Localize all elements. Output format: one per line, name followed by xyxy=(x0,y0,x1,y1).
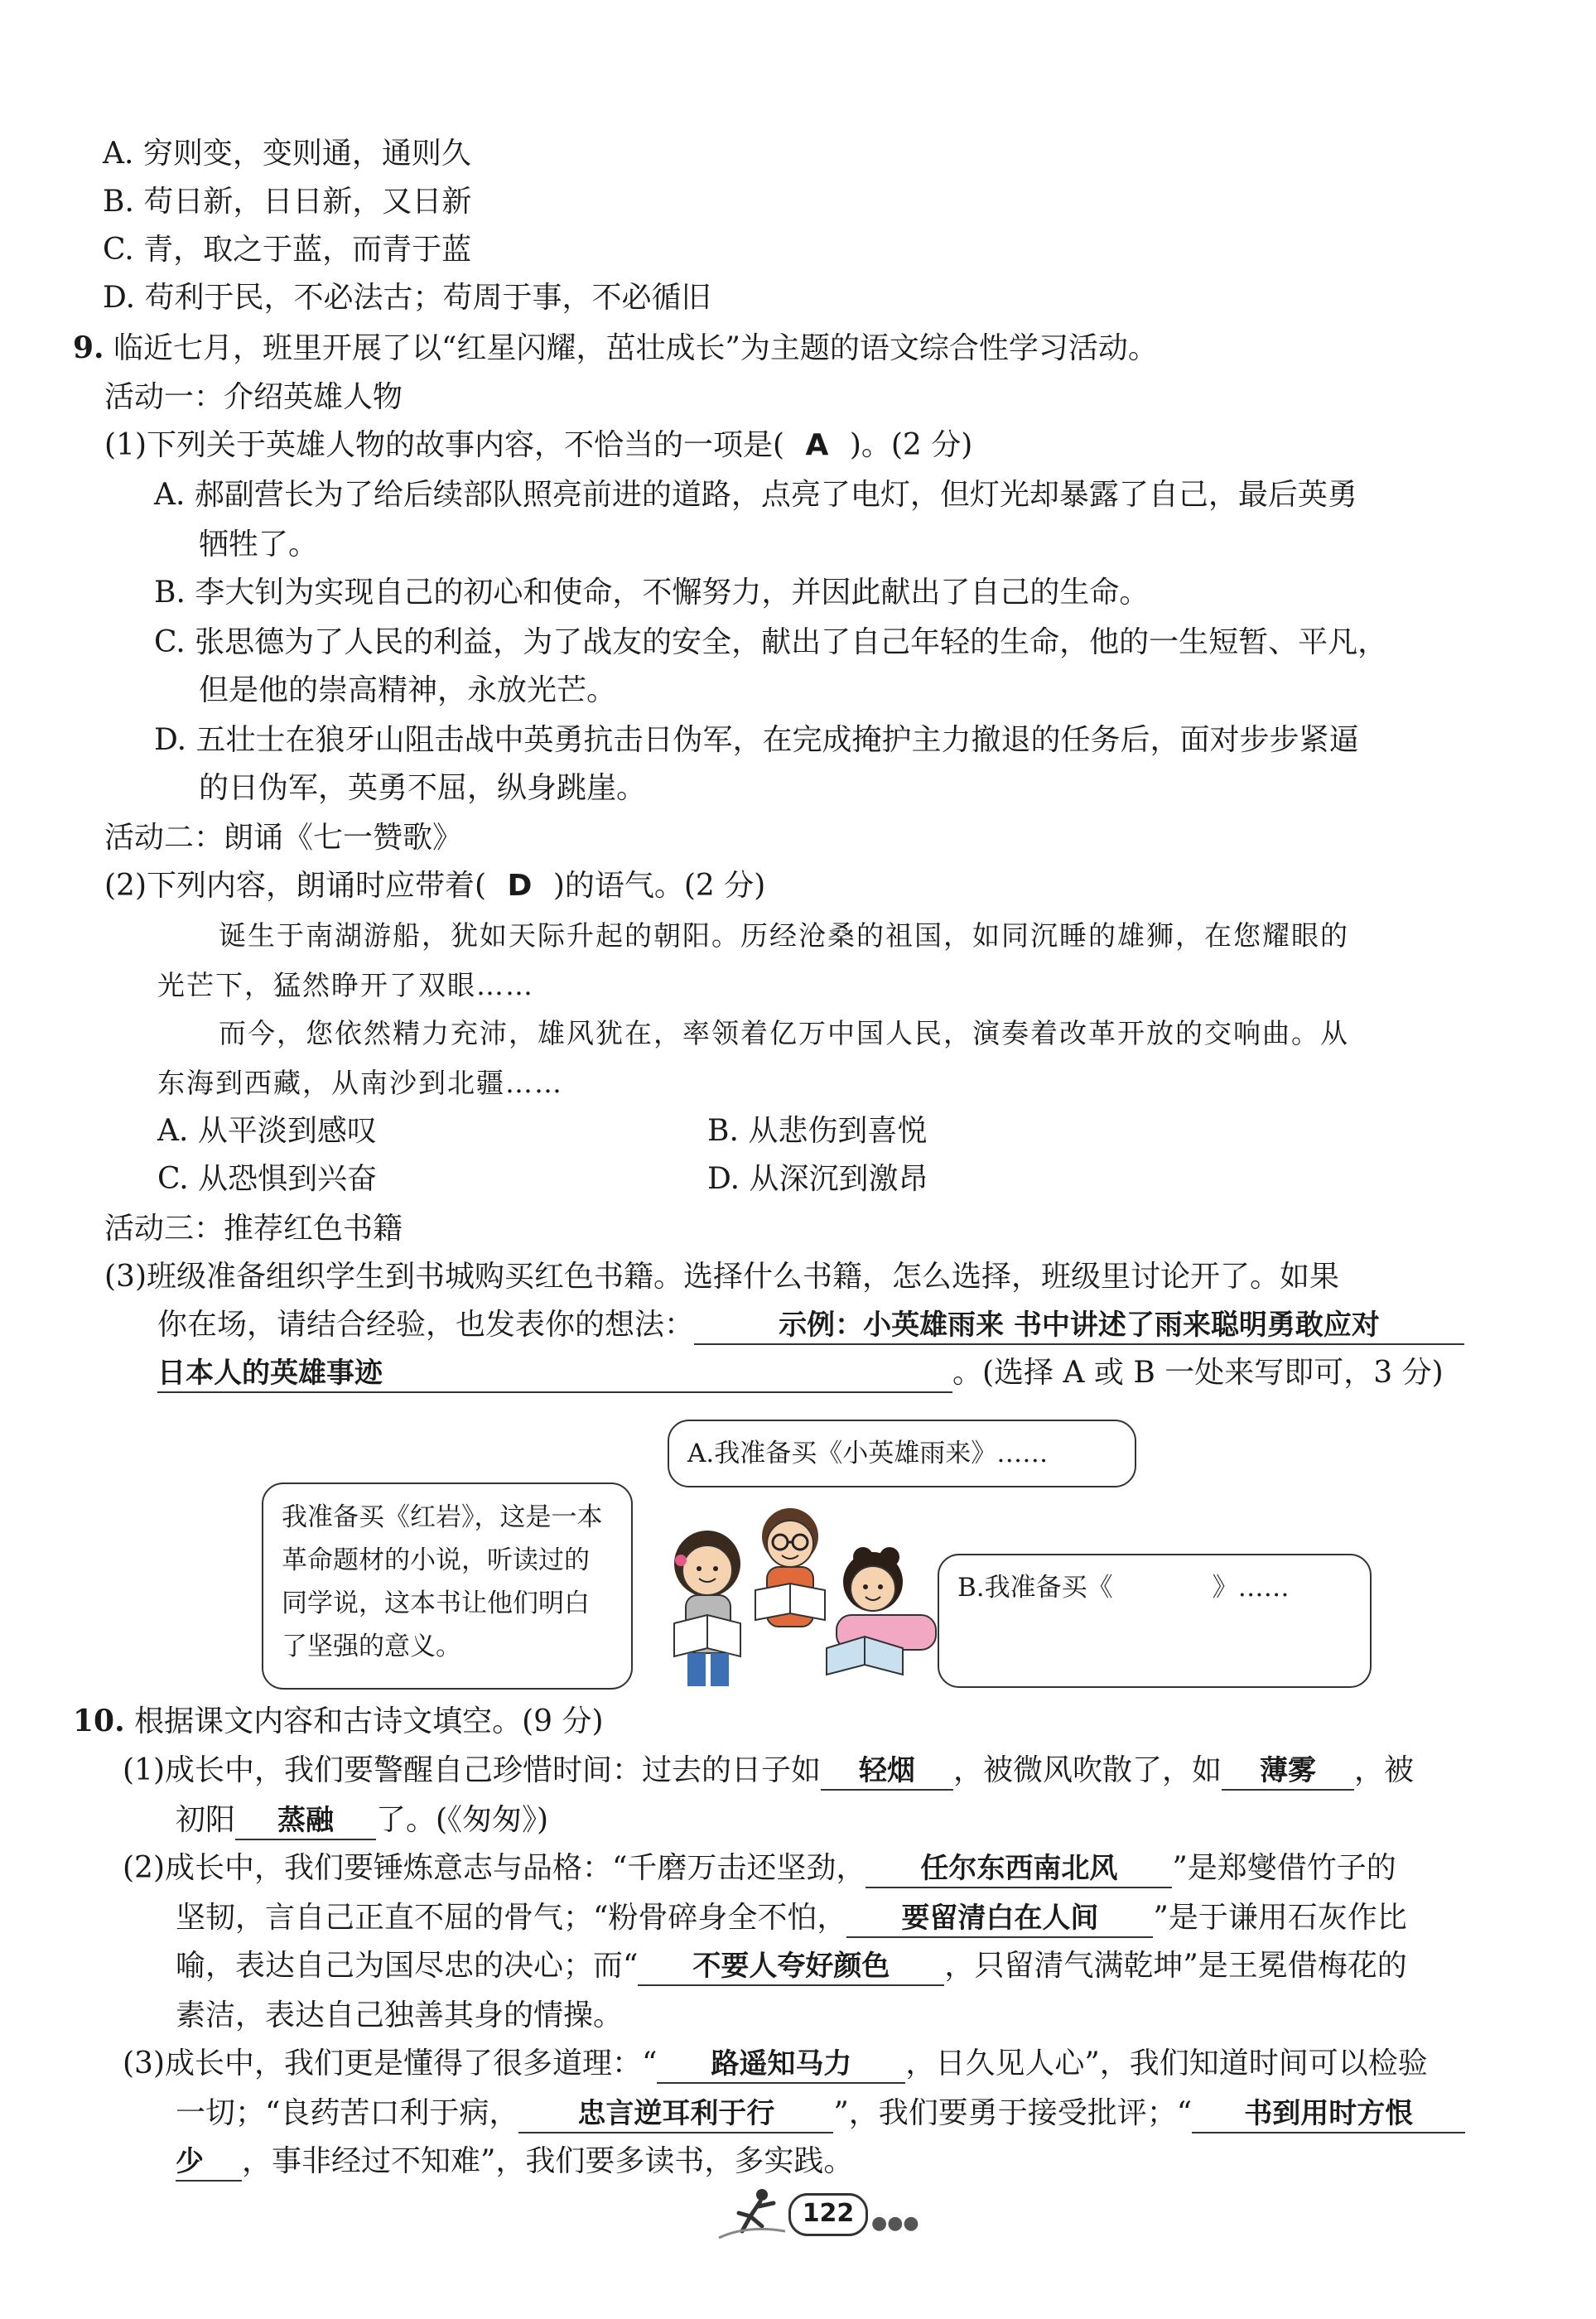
q9-p1-prefix: (1)下列关于英雄人物的故事内容，不恰当的一项是( xyxy=(104,428,785,462)
girl-left-icon xyxy=(674,1531,740,1686)
q9-number: 9. xyxy=(73,330,104,365)
q9-p3-answer-blank-1 xyxy=(694,1307,1464,1345)
q10-answer-3: 蒸融 xyxy=(277,1804,335,1837)
q9-part-2-question xyxy=(104,865,765,908)
q10-line2 xyxy=(176,1799,548,1842)
q10-blank-7 xyxy=(657,2046,905,2084)
q9-p2-prefix: (2)下列内容，朗诵时应带着( xyxy=(104,869,487,903)
q10-l3a: (2)成长中，我们要锤炼意志与品格：“千磨万击还坚劲， xyxy=(123,1851,866,1885)
q10-answer-2: 薄雾 xyxy=(1260,1754,1317,1787)
q10-l9b: ，事非经过不知难”，我们要多读书，多实践。 xyxy=(242,2144,854,2178)
q9-p1-option-d-line1: D. 五壮士在狼牙山阻击战中英勇抗击日伪军，在完成掩护主力撤退的任务后，面对步步紧逼 xyxy=(154,723,1359,757)
q9-p2-option-c: C. 从恐惧到兴奋 xyxy=(157,1162,378,1196)
speech-bubble-b xyxy=(938,1554,1372,1688)
q10-blank-8 xyxy=(518,2095,833,2133)
q9-p2-option-d: D. 从深沉到激昂 xyxy=(707,1162,928,1196)
q10-line8 xyxy=(176,2092,1465,2135)
q10-blank-2 xyxy=(1222,1753,1354,1791)
q10-answer-6: 不要人夸好颜色 xyxy=(692,1950,890,1983)
q10-l5a: 喻，表达自己为国尽忠的决心；而“ xyxy=(176,1949,639,1983)
q9-poem-line4: 东海到西藏，从南沙到北疆…… xyxy=(157,1067,563,1099)
q10-answer-1: 轻烟 xyxy=(859,1754,915,1787)
q9-p1-option-c-line1: C. 张思德为了人民的利益，为了战友的安全，献出了自己年轻的生命，他的一生短暂、平凡， xyxy=(154,625,1388,659)
running-figure-icon xyxy=(714,2183,788,2241)
q10-blank-4 xyxy=(866,1850,1172,1888)
q9-p1-option-a-line1: A. 郝副营长为了给后续部队照亮前进的道路，点亮了电灯，但灯光却暴露了自己，最后英勇 xyxy=(154,478,1357,512)
q9-poem-line3: 而今，您依然精力充沛，雄风犹在，率领着亿万中国人民，演奏着改革开放的交响曲。从 xyxy=(219,1017,1349,1049)
q9-p3-line1: (3)班级准备组织学生到书城购买红色书籍。选择什么书籍，怎么选择，班级里讨论开了。如果 xyxy=(104,1260,1339,1294)
q10-l7b: ，日久见人心”，我们知道时间可以检验 xyxy=(905,2047,1428,2080)
q9-p1-option-b: B. 李大钊为实现自己的初心和使命，不懈努力，并因此献出了自己的生命。 xyxy=(154,576,1150,610)
q10-answer-7: 路遥知马力 xyxy=(711,2047,852,2080)
q10-l1a: (1)成长中，我们要警醒自己珍惜时间：过去的日子如 xyxy=(123,1753,821,1787)
q10-line4 xyxy=(176,1897,1407,1940)
q10-line9 xyxy=(176,2140,853,2183)
q9-p3-line2 xyxy=(157,1304,1464,1347)
q10-stem-text: 根据课文内容和古诗文填空。(9 分) xyxy=(134,1704,604,1738)
q10-l4b: ”是于谦用石灰作比 xyxy=(1153,1901,1407,1935)
bubble-b-prefix: B.我准备买《 xyxy=(957,1573,1113,1603)
q10-l1b: ，被微风吹散了，如 xyxy=(953,1753,1222,1787)
girl-right-icon xyxy=(827,1547,936,1675)
q9-p2-option-b: B. 从悲伤到喜悦 xyxy=(707,1114,928,1148)
q9-activity-3: 活动三：推荐红色书籍 xyxy=(104,1212,403,1246)
boy-middle-icon xyxy=(755,1508,825,1627)
q10-l7a: (3)成长中，我们更是懂得了很多道理：“ xyxy=(123,2047,658,2080)
q9-p2-suffix: )的语气。(2 分) xyxy=(552,869,766,903)
q10-answer-9b: 少 xyxy=(176,2145,204,2178)
speech-bubble-a xyxy=(668,1420,1136,1487)
q9-activity-1: 活动一：介绍英雄人物 xyxy=(104,380,403,414)
q9-poem-line2: 光芒下，猛然睁开了双眼…… xyxy=(157,969,534,1001)
q10-line6: 素洁，表达自己独善其身的情操。 xyxy=(176,1998,624,2032)
q9-p3-answer-1: 示例：小英雄雨来 书中讲述了雨来聪明勇敢应对 xyxy=(779,1309,1380,1342)
q10-line7 xyxy=(123,2042,1428,2085)
q8-option-d: D. 苟利于民，不必法古；苟周于事，不必循旧 xyxy=(103,281,711,315)
page-number-dots: ●●● xyxy=(871,2213,919,2234)
q10-line3 xyxy=(123,1847,1396,1890)
reading-children-illustration xyxy=(649,1491,947,1698)
q10-line5 xyxy=(176,1945,1407,1988)
q9-p1-option-a-line2: 牺牲了。 xyxy=(199,528,319,562)
q9-stem-text: 临近七月，班里开展了以“红星闪耀，茁壮成长”为主题的语文综合性学习活动。 xyxy=(113,331,1158,365)
q9-p1-option-d-line2: 的日伪军，英勇不屈，纵身跳崖。 xyxy=(199,771,647,805)
q10-blank-5 xyxy=(846,1900,1153,1938)
q9-p1-suffix: )。(2 分) xyxy=(849,428,973,462)
q10-l2a: 初阳 xyxy=(176,1803,236,1837)
q9-p2-option-a: A. 从平淡到感叹 xyxy=(157,1114,377,1148)
q10-l1c: ，被 xyxy=(1354,1753,1415,1787)
q8-option-a: A. 穷则变，变则通，通则久 xyxy=(103,137,471,171)
q10-answer-8: 忠言逆耳利于行 xyxy=(577,2097,775,2130)
q9-p1-option-c-line2: 但是他的崇高精神，永放光芒。 xyxy=(199,673,617,707)
q9-activity-2: 活动二：朗诵《七一赞歌》 xyxy=(104,821,463,855)
q10-l8a: 一切；“良药苦口利于病， xyxy=(176,2096,519,2130)
q9-p3-prefix: 你在场，请结合经验，也发表你的想法： xyxy=(157,1308,695,1342)
page-number: 122 xyxy=(788,2193,868,2236)
q10-line1 xyxy=(123,1749,1414,1792)
q10-l4a: 坚韧，言自己正直不屈的骨气；“粉骨碎身全不怕， xyxy=(176,1901,847,1935)
speech-bubble-left xyxy=(262,1483,633,1690)
q10-number: 10. xyxy=(73,1704,125,1738)
q9-p1-answer: A xyxy=(805,428,829,462)
q9-stem xyxy=(73,326,1158,370)
bubble-a-text: A.我准备买《小英雄雨来》…… xyxy=(687,1439,1049,1468)
q10-answer-4: 任尔东西南北风 xyxy=(920,1852,1118,1885)
q10-blank-3 xyxy=(235,1802,376,1840)
q9-p2-answer: D xyxy=(507,869,533,903)
bubble-left-text: 我准备买《红岩》，这是一本革命题材的小说，听读过的同学说，这本书让他们明白了坚强的意义。 xyxy=(282,1502,603,1661)
q10-blank-9a xyxy=(1192,2095,1465,2133)
q9-p3-answer-blank-2 xyxy=(157,1355,952,1393)
q10-l8b: ”，我们要勇于接受批评；“ xyxy=(833,2096,1193,2130)
q10-l2b: 了。(《匆匆》) xyxy=(376,1803,549,1837)
q9-p3-suffix: 。(选择 A 或 B 一处来写即可，3 分) xyxy=(952,1356,1444,1390)
q10-stem xyxy=(73,1699,604,1743)
q9-p3-line3 xyxy=(157,1352,1444,1395)
q10-blank-6 xyxy=(638,1948,944,1986)
q8-option-b: B. 苟日新，日日新，又日新 xyxy=(103,185,472,219)
q9-poem-line1: 诞生于南湖游船，犹如天际升起的朝阳。历经沧桑的祖国，如同沉睡的雄狮，在您耀眼的 xyxy=(219,919,1349,952)
q9-p3-answer-2: 日本人的英雄事迹 xyxy=(157,1357,383,1390)
q10-l5b: ，只留清气满乾坤”是王冕借梅花的 xyxy=(944,1949,1407,1983)
q9-part-1-question xyxy=(104,424,972,467)
q10-l3b: ”是郑燮借竹子的 xyxy=(1172,1851,1396,1885)
q10-blank-9b xyxy=(176,2143,242,2182)
q8-option-c: C. 青，取之于蓝，而青于蓝 xyxy=(103,233,472,267)
q10-blank-1 xyxy=(821,1753,953,1791)
bubble-b-suffix: 》…… xyxy=(1212,1573,1290,1603)
q10-answer-5: 要留清白在人间 xyxy=(901,1902,1099,1935)
q10-answer-9a: 书到用时方恨 xyxy=(1244,2097,1414,2130)
